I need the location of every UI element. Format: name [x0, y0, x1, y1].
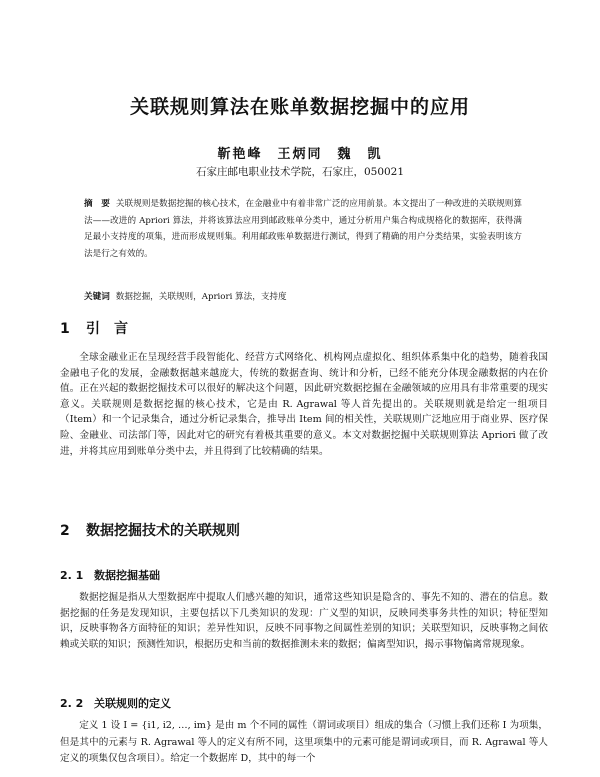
- section-2-2-paragraph: 定义 1 设 I = {i1, i2, …, im} 是由 m 个不同的属性（谓词或项目）组成的集合（习惯上我们还称 I 为项集，但是其中的元素与 R. Agrawal 等人的定义有所不同，这里项集中的元素可能是谓词或项目，而 R. Agrawal 等人定义的项集仅包含项目）。给定一个数据库 D，其中的每一个: [60, 720, 548, 764]
- keywords: [84, 290, 522, 304]
- section-2-1-heading: [60, 567, 160, 583]
- author-affiliation: 石家庄邮电职业技术学院，石家庄，050021: [195, 166, 405, 178]
- keywords-label: 关键词: [84, 292, 110, 302]
- section-title: 引 言: [86, 321, 128, 337]
- abstract: [84, 196, 522, 262]
- paper-title: 关联规则算法在账单数据挖掘中的应用: [129, 96, 470, 118]
- section-title: 数据挖掘技术的关联规则: [86, 523, 240, 539]
- subsection-title: 数据挖掘基础: [94, 569, 160, 582]
- section-2-1-paragraph: 数据挖掘是指从大型数据库中提取人们感兴趣的知识，通常这些知识是隐含的、事先不知的、潜在的信息。数据挖掘的任务是发现知识，主要包括以下几类知识的发现：广义型的知识，反映同类事务共性的知识；特征型知识，反映事物各方面特征的知识；差异性知识，反映不同事物之间属性差别的知识；关联型知识，反映事物之间依赖或关联的知识；预测性知识，根据历史和当前的数据推测未来的数据；偏离型知识，揭示事物偏离常规现象。: [60, 592, 548, 650]
- author-list: 靳艳峰 王炳同 魏 凯: [217, 147, 383, 162]
- section-2-2-heading: [60, 695, 171, 711]
- abstract-label: 摘 要: [84, 199, 110, 209]
- keywords-text: 数据挖掘，关联规则，Apriori 算法，支持度: [115, 292, 287, 302]
- section-1-paragraph: 全球金融业正在呈现经营手段智能化、经营方式网络化、机构网点虚拟化、组织体系集中化的趋势，随着我国金融电子化的发展，金融数据越来越庞大，传统的数据查询、统计和分析，已经不能充分体现金融数据的内在价值。正在兴起的数据挖掘技术可以很好的解决这个问题，因此研究数据挖掘在金融领域的应用具有非常重要的现实意义。关联规则是数据挖掘的核心技术，它是由 R. Agrawal 等人首先提出的。关联规则就是给定一组项目（Item）和一个记录集合，通过分析记录集合，推导出 Item 间的相关性，关联规则广泛地应用于商业界、医疗保险、金融业、司法部门等，因此对它的研究有着极其重要的意义。本文对数据挖掘中关联规则算法 Apriori 做了改进，并将其应用到账单分类中去，并且得到了比较精确的结果。: [60, 352, 548, 457]
- section-1-heading: [60, 318, 128, 338]
- section-number: 2: [60, 523, 70, 539]
- subsection-number: 2. 1: [60, 569, 84, 582]
- section-2-heading: [60, 520, 240, 540]
- subsection-title: 关联规则的定义: [94, 697, 171, 710]
- section-number: 1: [60, 321, 70, 337]
- subsection-number: 2. 2: [60, 697, 84, 710]
- abstract-text: 关联规则是数据挖掘的核心技术，在金融业中有着非常广泛的应用前景。本文提出了一种改进的关联规则算法——改进的 Apriori 算法，并将该算法应用到邮政账单分类中，通过分析用户集合构成规格化的数据库，获得满足最小支持度的项集，进而形成规则集。利用邮政账单数据进行测试，得到了精确的用户分类结果，实验表明该方法是行之有效的。: [84, 199, 522, 259]
